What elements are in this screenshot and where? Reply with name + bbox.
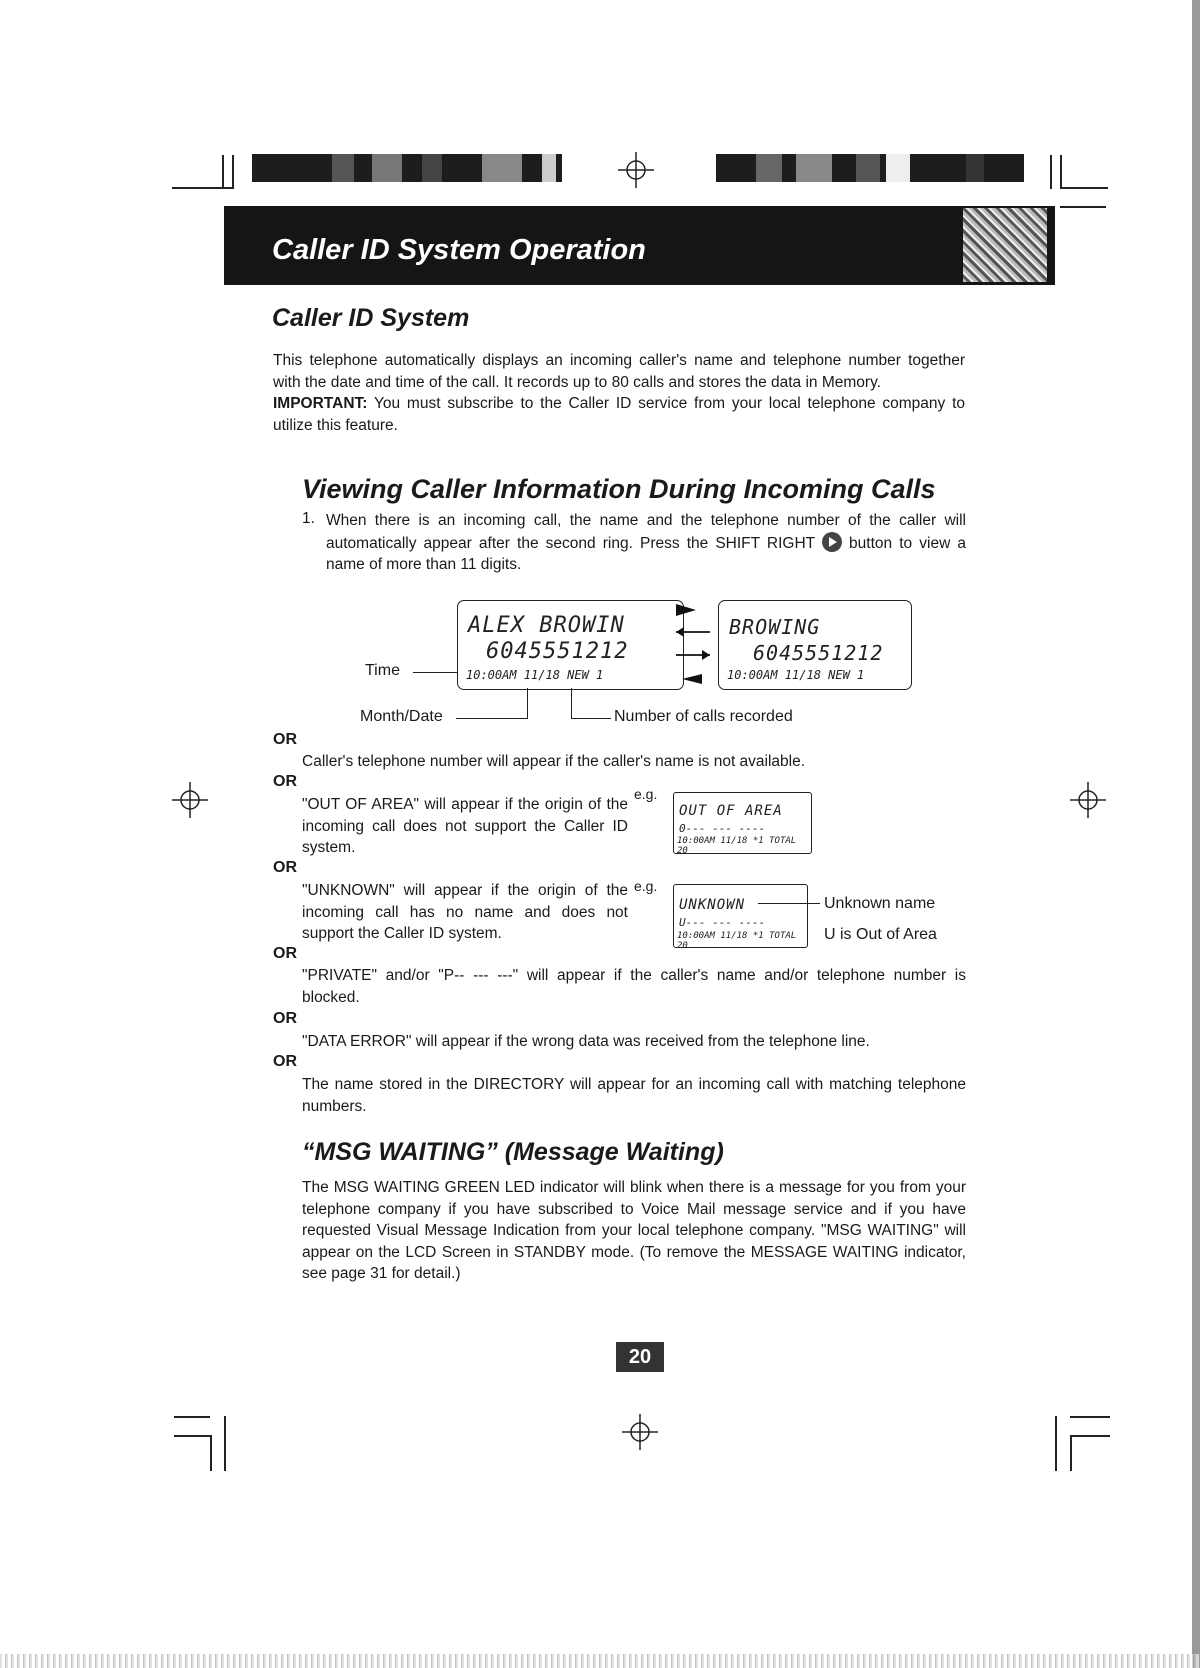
step-text-a: When there is an incoming call, the name and the telephone number of the caller will automatically appear after the second ring. Press the SHIFT RIGHT [326,512,966,552]
msg-waiting-heading: “MSG WAITING” (Message Waiting) [302,1138,724,1166]
registration-crosshair-icon [618,152,654,188]
lcd-line-3: 10:00AM 11/18 NEW 1 [466,668,604,682]
scan-edge [0,1654,1200,1668]
or-label: OR [273,731,297,748]
or-label: OR [273,773,297,790]
halftone-pattern [963,208,1047,282]
registration-crosshair-icon [172,782,208,818]
color-registration-bar [252,154,562,182]
leader-line [571,688,572,719]
out-of-area-text: "OUT OF AREA" will appear if the origin of the incoming call does not support the Caller ID system. [302,796,628,856]
crop-mark [1070,1435,1072,1471]
step-number: 1. [302,510,315,527]
step-text [326,510,966,576]
crop-mark [1050,155,1052,189]
step-text-b: button to view a name of more than 11 digits. [326,534,966,573]
section-banner [224,206,1055,285]
important-text: You must subscribe to the Caller ID service from your local telephone company to utilize this feature. [273,395,965,434]
crop-mark [232,155,234,189]
lcd-line-3: 10:00AM 11/18 *1 TOTAL 20 [677,931,797,951]
lcd-line-2: 6045551212 [753,641,884,665]
eg-label: e.g. [634,786,658,802]
lcd-line-3: 10:00AM 11/18 NEW 1 [727,668,865,682]
lcd-line-1: OUT OF AREA [679,803,783,819]
leader-line [413,672,457,673]
lcd-line-1: BROWING [729,615,821,639]
unknown-text: "UNKNOWN" will appear if the origin of the incoming call has no name and does not support the Caller ID system. [302,882,628,942]
crop-mark [174,1435,210,1437]
lcd-display-name [457,600,684,690]
data-error-text: "DATA ERROR" will appear if the wrong data was received from the telephone line. [302,1033,870,1050]
lcd-display-shifted [718,600,912,690]
crop-mark [224,1416,226,1471]
important-label: IMPORTANT: [273,395,368,412]
label-u-out-of-area: U is Out of Area [824,926,937,943]
caller-id-intro [273,350,965,436]
label-time: Time [365,662,400,679]
crop-mark [222,155,224,189]
lcd-line-3: 10:00AM 11/18 *1 TOTAL 20 [677,836,797,856]
leader-line [456,718,528,719]
lcd-line-1: ALEX BROWIN [468,613,625,638]
lcd-out-of-area [673,792,812,854]
viewing-heading: Viewing Caller Information During Incoming Calls [302,474,936,504]
shift-arrows-icon [668,600,720,688]
crop-mark [1060,206,1106,208]
crop-mark [1070,1416,1110,1418]
directory-text: The name stored in the DIRECTORY will appear for an incoming call with matching telephone numbers. [302,1076,966,1115]
label-unknown-name: Unknown name [824,895,936,912]
label-calls-recorded: Number of calls recorded [614,708,793,725]
private-text: "PRIVATE" and/or "P-- --- ---" will appear if the caller's name and/or telephone number is blocked. [302,967,966,1006]
lcd-line-1: UNKNOWN [679,897,746,913]
crop-mark [1060,155,1062,189]
shift-right-button-icon [822,532,842,552]
registration-crosshair-icon [1070,782,1106,818]
lcd-line-2: 6045551212 [486,639,629,664]
crop-mark [210,1435,212,1471]
registration-crosshair-icon [622,1414,658,1450]
page-number: 20 [616,1342,664,1372]
crop-mark [174,1416,210,1418]
caller-number-text: Caller's telephone number will appear if the caller's name is not available. [302,753,806,770]
eg-label: e.g. [634,878,658,894]
lcd-unknown [673,884,808,951]
leader-line [527,688,528,719]
page-edge [1192,0,1200,1668]
banner-title: Caller ID System Operation [272,234,646,266]
label-month-date: Month/Date [360,708,443,725]
or-label: OR [273,1010,297,1027]
caller-id-heading: Caller ID System [272,304,470,332]
or-label: OR [273,859,297,876]
msg-waiting-text: The MSG WAITING GREEN LED indicator will blink when there is a message for you from your telephone company if you have subscribed to Voice Mail message service and if you have requested Visual Message Indication from your local telephone company. "MSG WAITING" will appear on the LCD Screen in STANDBY mode. (To remove the MESSAGE WAITING indicator, see page 31 for detail.) [302,1179,966,1282]
leader-line [571,718,611,719]
leader-line [758,903,820,904]
lcd-line-2: 0--- --- ---- [679,822,766,835]
crop-mark [1055,1416,1057,1471]
or-label: OR [273,945,297,962]
or-label: OR [273,1053,297,1070]
lcd-line-2: U--- --- ---- [679,916,766,929]
crop-mark [1070,1435,1110,1437]
intro-text: This telephone automatically displays an incoming caller's name and telephone number together with the date and time of the call. It records up to 80 calls and stores the data in Memory. [273,352,965,391]
crop-mark [1060,187,1108,189]
color-registration-bar [716,154,1024,182]
